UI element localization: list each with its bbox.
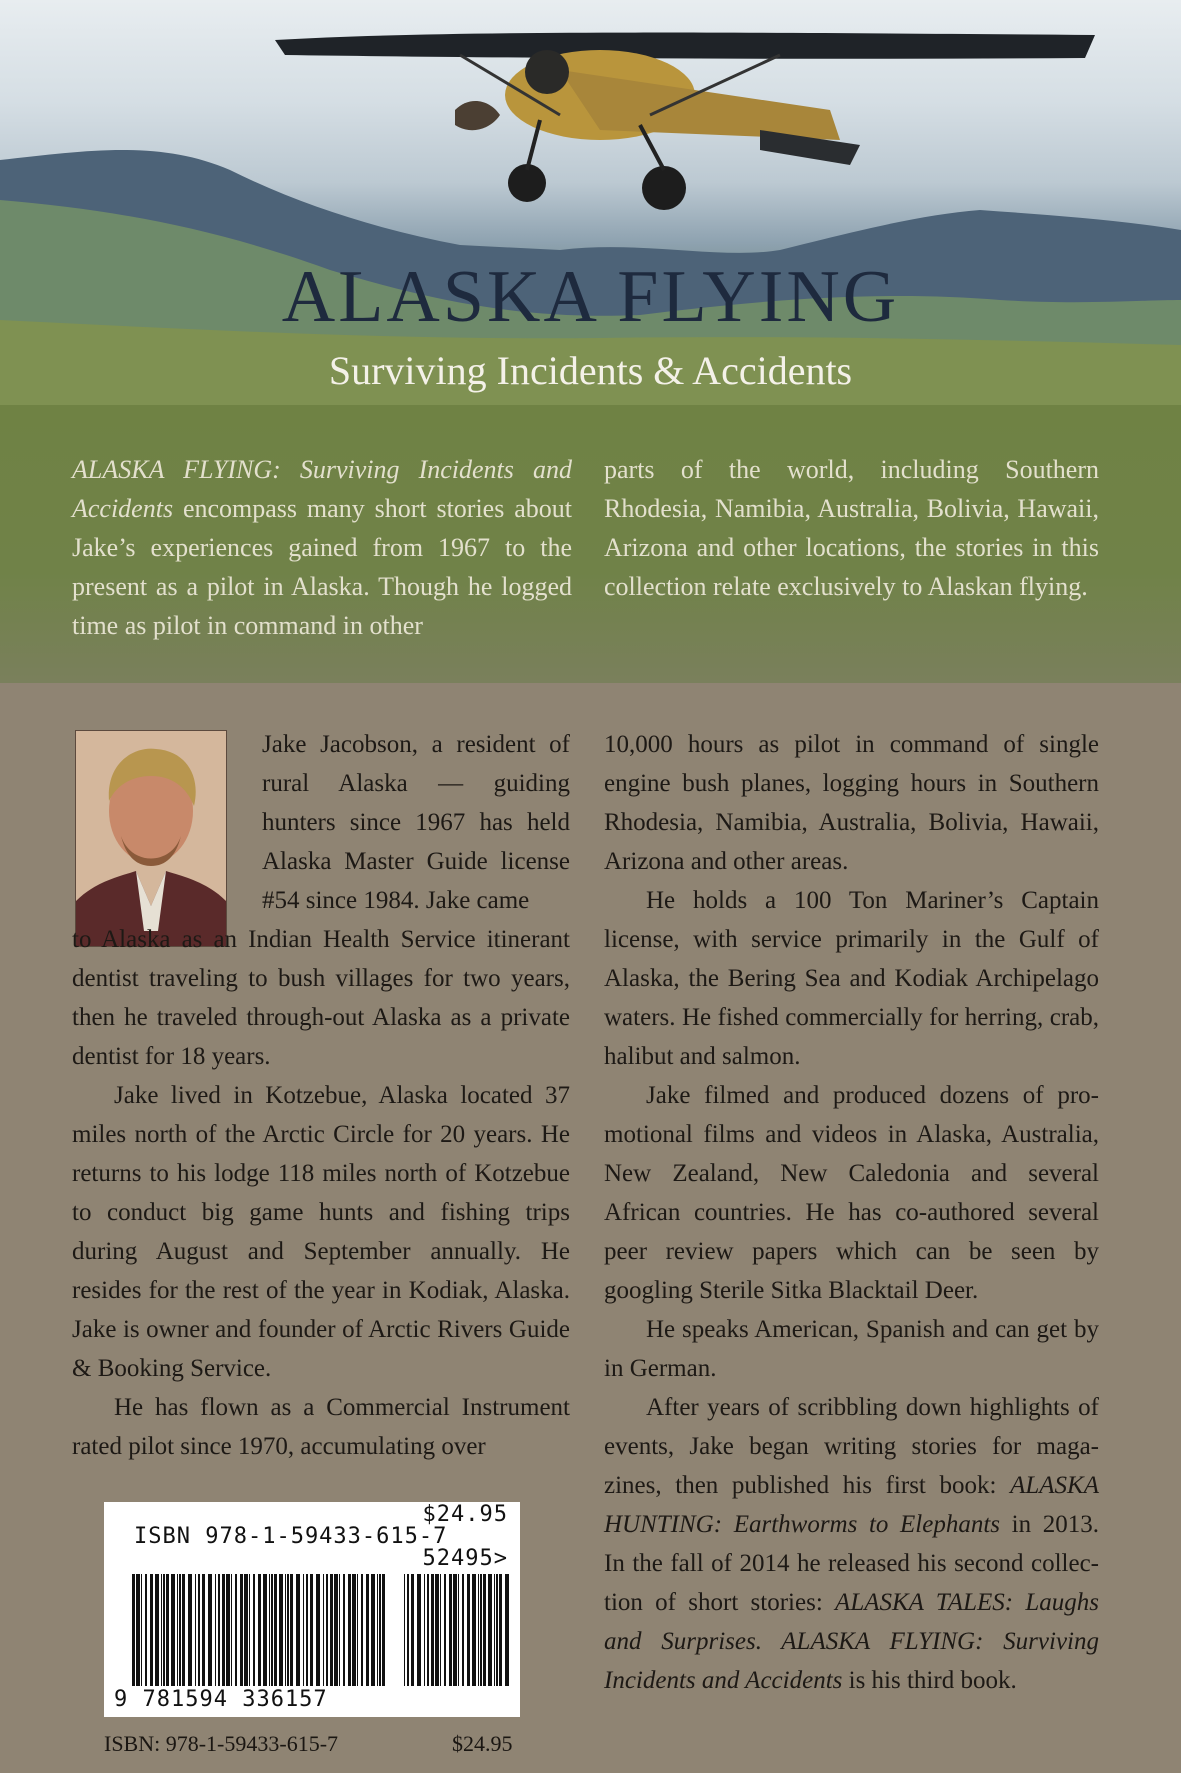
barcode-bar [215,1574,216,1686]
barcode-bar [195,1574,196,1686]
barcode-bar [306,1574,308,1686]
bio-books-paragraph [604,1388,1099,1700]
barcode-bar [478,1574,479,1686]
bio-right-column [604,725,1099,1700]
barcode-bar [218,1574,220,1686]
barcode-bar [132,1574,135,1686]
barcode-bar [136,1574,140,1686]
barcode-bar [357,1574,358,1686]
barcode-bar [382,1574,385,1686]
barcode-bar [411,1574,414,1686]
barcode-bar [488,1574,492,1686]
barcode-bar [163,1574,165,1686]
barcode-bar [271,1574,273,1686]
bio-kotzebue-paragraph: Jake lived in Kotzebue, Alaska located 37 miles north of the Arctic Circle for 20 years. He returns to his lodge 118 miles north of Kotzebue to conduct big game hunts and fishing trips during August and September annually. He resides for the rest of the year in Kodiak, Alaska. Jake is owner and founder of Arctic Rivers Guide & Booking Service. [72,1082,570,1382]
barcode-bars-main [132,1574,392,1689]
landscape-illustration [0,0,1181,405]
barcode-bar [379,1574,381,1686]
bio-languages-paragraph: He speaks American, Spanish and can get by in German. [604,1316,1099,1382]
barcode-bar [417,1574,421,1686]
airplane-illustration [275,33,1095,210]
bio-intro-paragraph: Jake Jacobson, a resident of rural Alaska — guiding hunters since 1967 has held Alaska Master Guide license #54 since 1984. Jake came [262,731,570,914]
barcode-bar [155,1574,159,1686]
barcode-bar [424,1574,425,1686]
barcode-label [104,1502,520,1717]
barcode-isbn: ISBN 978-1-59433-615-7 [134,1524,448,1549]
footer-isbn: ISBN: 978-1-59433-615-7 [104,1731,339,1756]
barcode-bar [231,1574,232,1686]
barcode-bar [249,1574,250,1686]
barcode-bar [141,1574,142,1686]
barcode-bar [188,1574,192,1686]
first-book-title: ALASKA HUNTING: Earthworms to Elephants [604,1472,1099,1538]
barcode-bar [431,1574,434,1686]
barcode-bar [334,1574,338,1686]
barcode-bar [330,1574,333,1686]
barcode-bar [494,1574,495,1686]
barcode-bar [258,1574,261,1686]
barcode-bar [303,1574,304,1686]
barcode-bar [177,1574,178,1686]
barcode-bar [404,1574,405,1686]
blurb-left-text: encompass many short stories about Jake’s experiences gained from 1967 to the present as a pilot in Alaska. Though he logged time as pilot in command in other [72,494,572,640]
barcode-bar [499,1574,502,1686]
bio-books-text-e: is his third book. [842,1667,1017,1694]
barcode-bars-addon [404,1574,514,1689]
barcode-bar [235,1574,237,1686]
cover-subtitle: Surviving Incidents & Accidents [328,348,853,393]
author-portrait-illustration [76,731,226,946]
barcode-bar [244,1574,248,1686]
barcode-bar [222,1574,225,1686]
barcode-bar [339,1574,340,1686]
bio-hours-paragraph: 10,000 hours as pilot in command of single engine bush planes, logging hours in Southern Rhodesia, Namibia, Australia, Bolivia, Hawaii, Arizona and other areas. [604,731,1099,875]
barcode-price: $24.95 [422,1502,508,1527]
bio-books-text-c: in 2013. In the fall of 2014 he released his second collec-tion of short stories: [604,1511,1099,1616]
other-book-titles: ALASKA TALES: Laughs and Surprises. ALASKA FLYING: Surviving Incidents and Accidents [604,1589,1099,1694]
barcode-digits: 9 781594 336157 [114,1687,328,1712]
barcode-bar [310,1574,313,1686]
bio-pilot-paragraph: He has flown as a Commercial Instrument rated pilot since 1970, accumulating over [72,1394,570,1460]
barcode-bar [348,1574,351,1686]
cover-title: ALASKA FLYING [281,256,900,338]
barcode-bar [296,1574,300,1686]
barcode-bar [462,1574,464,1686]
barcode-bar [269,1574,270,1686]
barcode-bar [226,1574,230,1686]
barcode-bar [290,1574,293,1686]
barcode-bar [483,1574,486,1686]
barcode-bar [285,1574,286,1686]
barcode-bar [287,1574,289,1686]
barcode-bar [472,1574,476,1686]
barcode-bar [279,1574,283,1686]
barcode-bar [440,1574,441,1686]
barcode-bar [166,1574,169,1686]
barcode-bar [467,1574,470,1686]
cover-photo [0,0,1181,405]
blurb-book-title: ALASKA FLYING: Surviving Incidents and Accidents [72,455,572,523]
bio-books-text-a: After years of scribbling down highlights of events, Jake began writing stories for maga-zines, then published his first book: [604,1394,1099,1499]
barcode-bar [240,1574,243,1686]
barcode-bar [352,1574,356,1686]
barcode-bar [179,1574,181,1686]
barcode-bar [435,1574,439,1686]
barcode-bar [182,1574,185,1686]
barcode-bar [505,1574,509,1686]
barcode-bar [274,1574,277,1686]
barcode-bar [496,1574,498,1686]
barcode-bar [377,1574,378,1686]
barcode-bar [316,1574,320,1686]
barcode-bar [427,1574,429,1686]
barcode-bar [326,1574,328,1686]
footer-price: $24.95 [452,1731,513,1756]
barcode-bar [171,1574,175,1686]
blurb-right-column: parts of the world, including Southern Rhodesia, Namibia, Australia, Bolivia, Hawaii, Arizona and other locations, the stories in this collection relate exclusively to Alaskan flying. [604,455,1099,601]
barcode-bar [253,1574,255,1686]
barcode-addon-code: 52495> [422,1546,508,1571]
bio-films-paragraph: Jake filmed and produced dozens of pro-motional films and videos in Alaska, Australia, New Zealand, New Caledonia and several African countries. He has co-authored several peer review papers which can be seen by googling Sterile Sitka Blacktail Deer. [604,1082,1099,1304]
barcode-bar [343,1574,345,1686]
barcode-bar [371,1574,375,1686]
barcode-bar [407,1574,409,1686]
barcode-bar [444,1574,446,1686]
barcode-bar [198,1574,200,1686]
barcode-bar [202,1574,205,1686]
barcode-bar [323,1574,324,1686]
author-photo [75,730,227,947]
bio-mariner-paragraph: He holds a 100 Ton Mariner’s Captain license, with service primarily in the Gulf of Alaska, the Bering Sea and Kodiak Archipelago waters. He fished commercially for herring, crab, halibut and salmon. [604,887,1099,1070]
barcode-bar [263,1574,267,1686]
barcode-bar [453,1574,457,1686]
bio-intro-continued: to Alaska as an Indian Health Service itinerant dentist traveling to bush villages for two years, then he traveled through-out Alaska as a private dentist for 18 years. [72,926,570,1070]
barcode-bar [449,1574,452,1686]
barcode-bar [366,1574,369,1686]
barcode-bar [458,1574,459,1686]
barcode-bar [150,1574,153,1686]
barcode-bar [208,1574,212,1686]
barcode-bar [480,1574,482,1686]
barcode-bar [161,1574,162,1686]
bio-left-column [72,920,570,1466]
barcode-bar [145,1574,147,1686]
barcode-bar [361,1574,363,1686]
blurb-left-column [72,450,572,645]
